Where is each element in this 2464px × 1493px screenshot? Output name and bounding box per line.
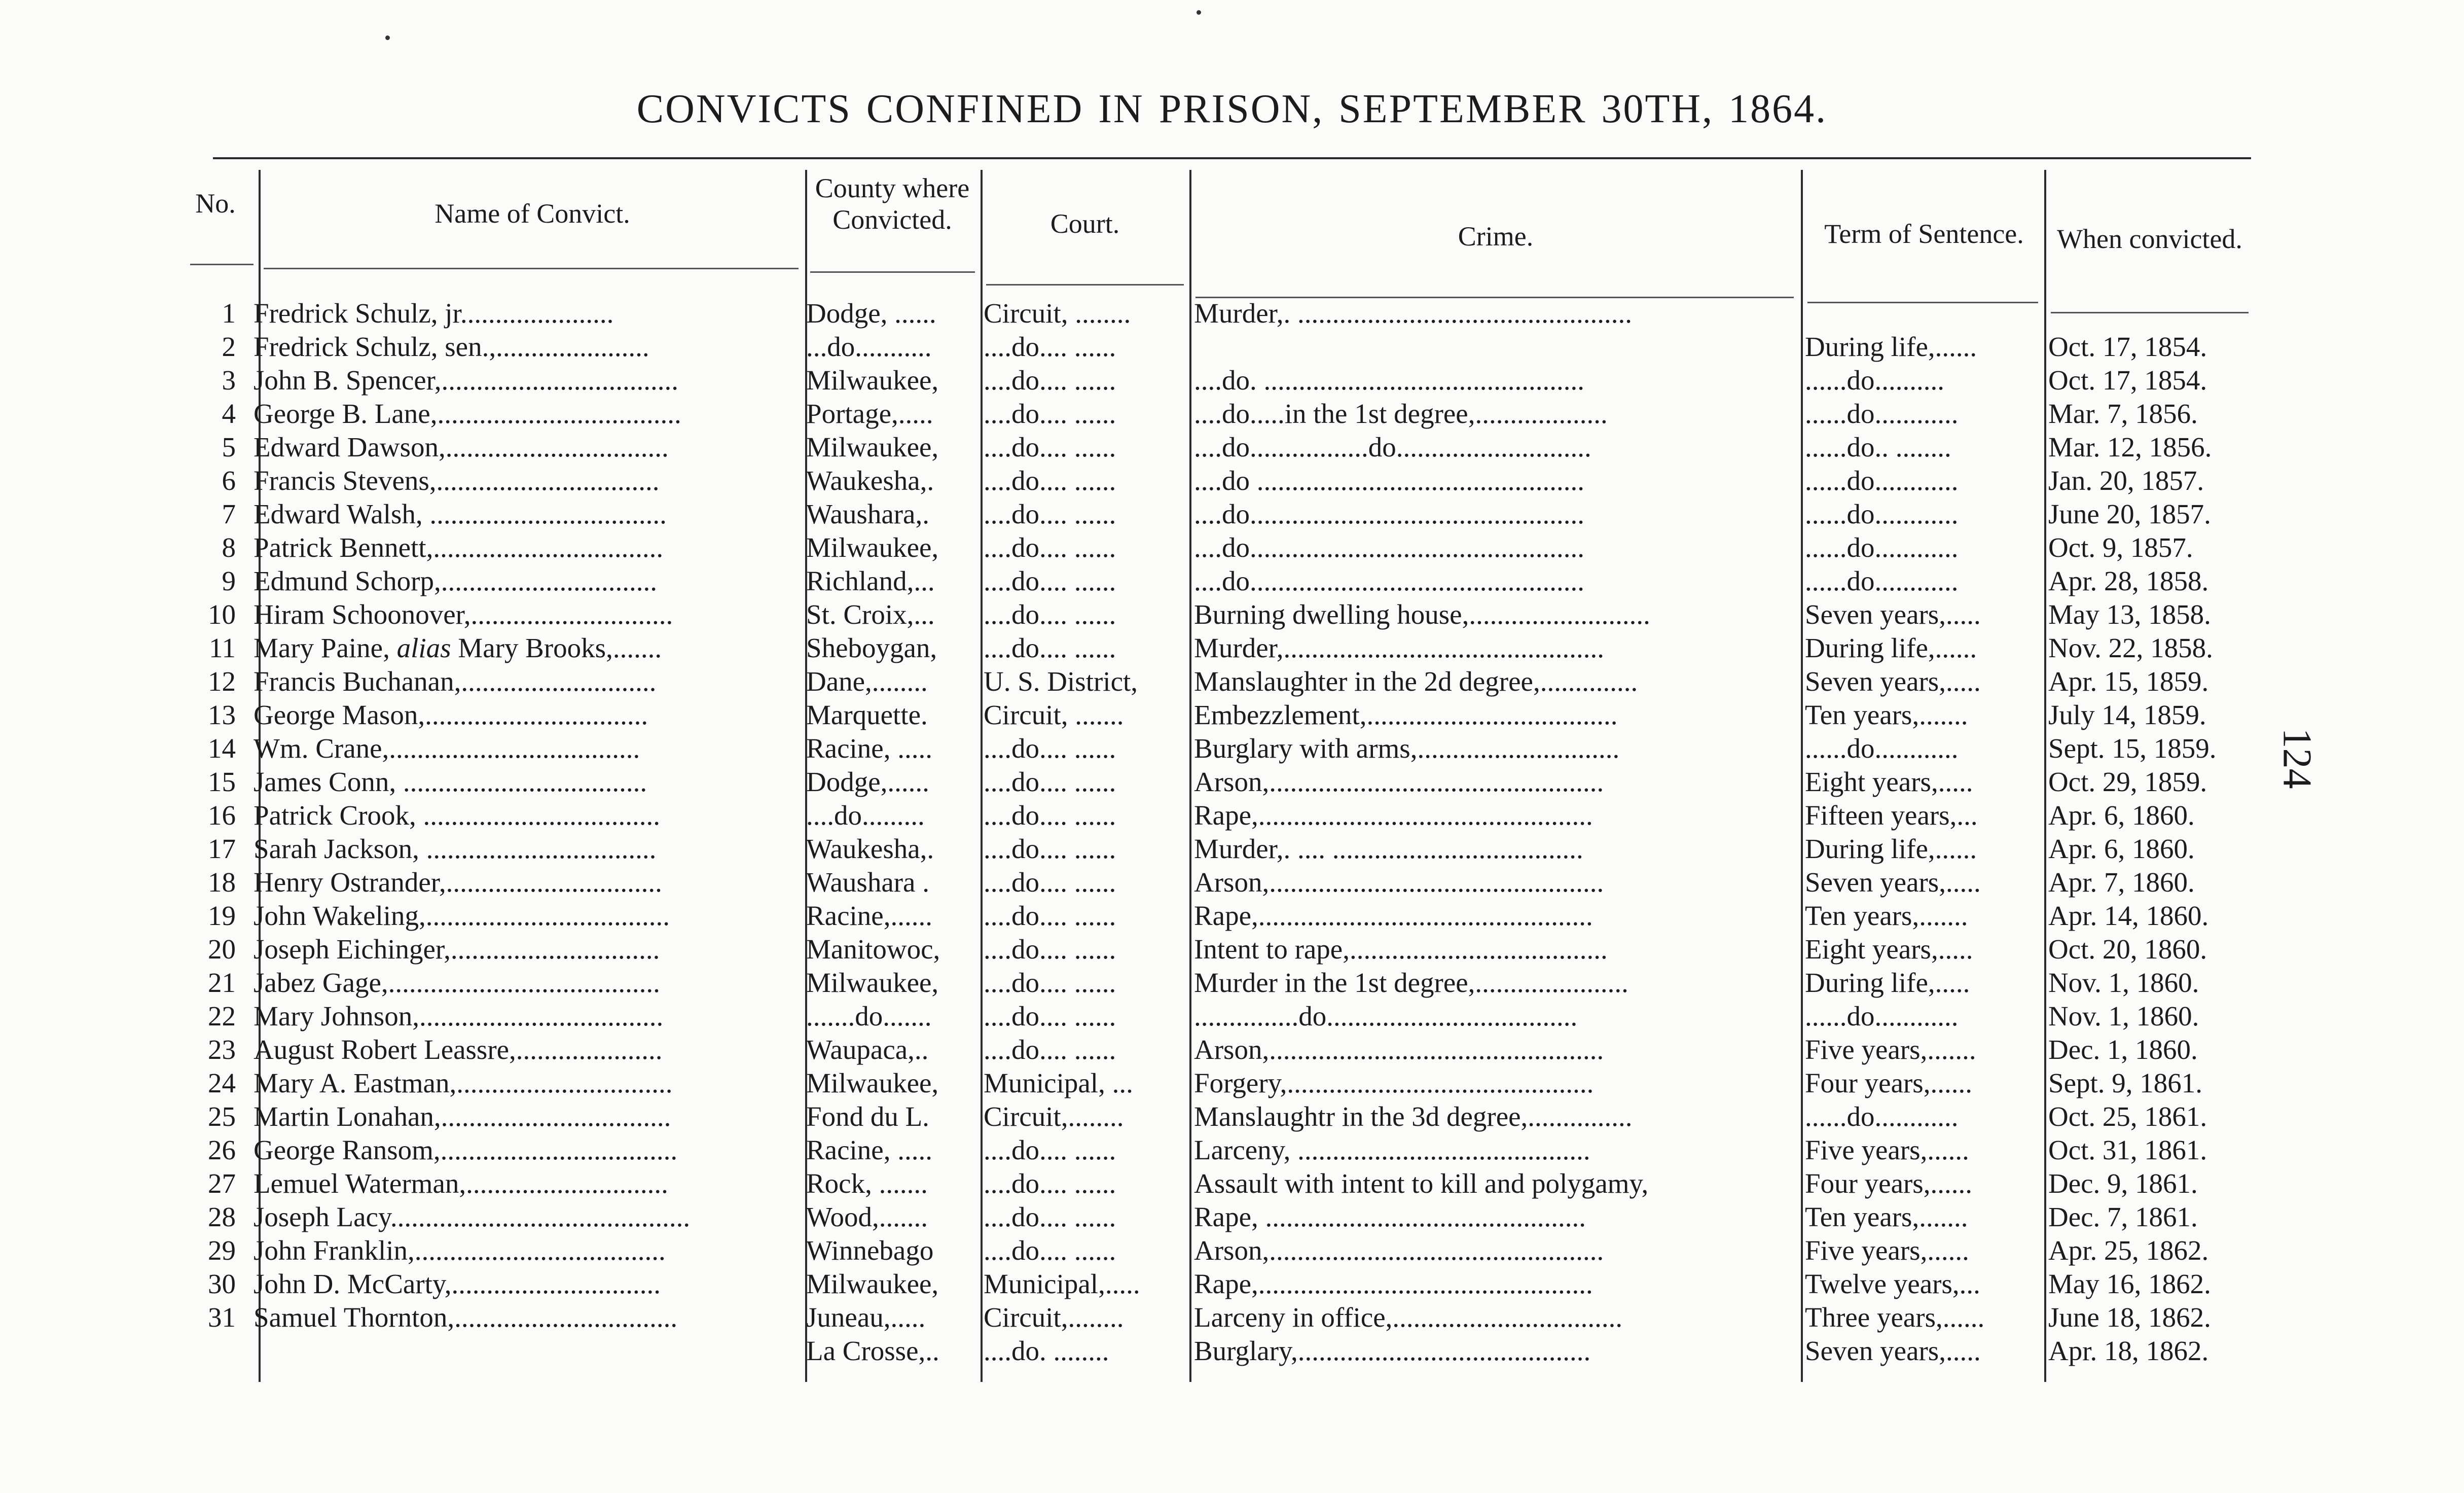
cell-when: Nov. 22, 1858. <box>2048 632 2213 663</box>
cell-term: ......do............ <box>1805 465 1959 496</box>
cell-name: James Conn, ................................... <box>253 766 647 797</box>
cell-term: ......do............ <box>1805 733 1959 764</box>
cell-no: 4 <box>222 398 236 429</box>
table-row <box>0 431 2464 464</box>
table-row <box>0 765 2464 799</box>
cell-no: 22 <box>208 1001 236 1032</box>
cell-when: Apr. 6, 1860. <box>2048 833 2195 864</box>
table-row <box>0 698 2464 732</box>
cell-when: Apr. 14, 1860. <box>2048 900 2209 931</box>
cell-term: Three years,...... <box>1805 1302 1985 1333</box>
cell-no: 9 <box>222 565 236 596</box>
cell-when: Nov. 1, 1860. <box>2048 967 2199 998</box>
cell-court: ....do.... ...... <box>984 867 1116 898</box>
header-underline <box>190 264 253 265</box>
cell-court: ....do.... ...... <box>984 499 1116 529</box>
header-court: Court. <box>1050 208 1120 239</box>
cell-court: Circuit, ........ <box>984 298 1131 329</box>
cell-crime: Murder,. .... .................................... <box>1194 833 1583 864</box>
cell-name: Francis Stevens,................................ <box>253 465 660 496</box>
cell-county: Dodge, ...... <box>806 298 936 329</box>
cell-no: 1 <box>222 298 236 329</box>
cell-term: Ten years,....... <box>1805 900 1968 931</box>
cell-no: 25 <box>208 1101 236 1132</box>
cell-court: ....do.... ...... <box>984 1001 1116 1032</box>
cell-when: Oct. 31, 1861. <box>2048 1134 2207 1165</box>
cell-court: ....do.... ...... <box>984 565 1116 596</box>
cell-county: Waukesha,. <box>806 833 934 864</box>
cell-when: Oct. 17, 1854. <box>2048 331 2207 362</box>
cell-county: Portage,..... <box>806 398 933 429</box>
cell-term: During life,...... <box>1805 632 1977 663</box>
cell-term: ......do............ <box>1805 532 1959 563</box>
cell-crime: Arson,................................................ <box>1194 1034 1604 1065</box>
cell-crime: Intent to rape,..................................... <box>1194 934 1608 965</box>
cell-crime: Embezzlement,.................................... <box>1194 699 1618 730</box>
table-row <box>0 297 2464 330</box>
cell-name: Edward Dawson,................................ <box>253 432 669 463</box>
header-underline <box>264 268 799 269</box>
cell-county: Dodge,...... <box>806 766 929 797</box>
cell-name: Jabez Gage,....................................... <box>253 967 660 998</box>
cell-name: Martin Lonahan,................................. <box>253 1101 671 1132</box>
cell-when: Apr. 15, 1859. <box>2048 666 2209 697</box>
cell-when: June 18, 1862. <box>2048 1302 2211 1333</box>
cell-crime: Burglary,.......................................... <box>1194 1335 1591 1366</box>
cell-when: Oct. 25, 1861. <box>2048 1101 2207 1132</box>
cell-no: 8 <box>222 532 236 563</box>
cell-name: George B. Lane,................................... <box>253 398 681 429</box>
cell-court: ....do.... ...... <box>984 599 1116 630</box>
table-row <box>0 364 2464 397</box>
cell-no: 5 <box>222 432 236 463</box>
page-title: CONVICTS CONFINED IN PRISON, SEPTEMBER 30TH, 1864. <box>636 87 1828 131</box>
cell-term: Seven years,..... <box>1805 599 1981 630</box>
table-row <box>0 464 2464 497</box>
cell-when: July 14, 1859. <box>2048 699 2206 730</box>
cell-name: Edmund Schorp,............................... <box>253 565 657 596</box>
cell-no: 30 <box>208 1268 236 1299</box>
cell-crime: Arson,................................................ <box>1194 1235 1604 1266</box>
cell-term: Ten years,....... <box>1805 1201 1968 1232</box>
cell-no <box>185 1334 236 1368</box>
header-when: When convicted. <box>2057 224 2242 254</box>
cell-county: ...do........... <box>806 331 932 362</box>
cell-court: ....do.... ...... <box>984 1201 1116 1232</box>
cell-county: ....do......... <box>806 800 925 831</box>
header-county: County where Convicted. <box>815 173 970 235</box>
table-row <box>0 866 2464 899</box>
table-row <box>0 665 2464 698</box>
table-row <box>0 1301 2464 1334</box>
cell-crime: ....do................................................ <box>1194 499 1584 529</box>
table-row <box>0 397 2464 431</box>
cell-county: Sheboygan, <box>806 632 937 663</box>
cell-court: ....do.... ...... <box>984 800 1116 831</box>
cell-when: May 16, 1862. <box>2048 1268 2211 1299</box>
header-term: Term of Sentence. <box>1824 219 2024 249</box>
cell-court: ....do.... ...... <box>984 1034 1116 1065</box>
cell-no: 16 <box>208 800 236 831</box>
cell-crime: Rape,................................................ <box>1194 1268 1593 1299</box>
cell-court: Circuit,........ <box>984 1101 1124 1132</box>
cell-name: Samuel Thornton,................................ <box>253 1302 678 1333</box>
cell-no: 7 <box>222 499 236 529</box>
cell-term: ......do.. ........ <box>1805 432 1951 463</box>
header-name: Name of Convict. <box>434 198 630 229</box>
cell-term: Fifteen years,... <box>1805 800 1978 831</box>
cell-crime: Manslaughter in the 2d degree,.............. <box>1194 666 1638 697</box>
cell-term <box>1805 297 2043 330</box>
table-row <box>0 1267 2464 1301</box>
cell-court: ....do.... ...... <box>984 1134 1116 1165</box>
cell-county: Milwaukee, <box>806 532 939 563</box>
cell-county: Milwaukee, <box>806 1268 939 1299</box>
table-row <box>0 531 2464 564</box>
cell-county: Waukesha,. <box>806 465 934 496</box>
cell-court: Circuit, ....... <box>984 699 1124 730</box>
cell-crime: ....do ............................................... <box>1194 465 1584 496</box>
table-row <box>0 799 2464 832</box>
cell-court: ....do.... ...... <box>984 900 1116 931</box>
cell-crime: Forgery,............................................ <box>1194 1068 1594 1098</box>
cell-county: Racine, ..... <box>806 1134 932 1165</box>
cell-name: Francis Buchanan,............................ <box>253 666 657 697</box>
cell-crime <box>1194 330 1797 364</box>
cell-name: Edward Walsh, .................................. <box>253 499 667 529</box>
cell-county: Racine,...... <box>806 900 932 931</box>
cell-when: Nov. 1, 1860. <box>2048 1001 2199 1032</box>
cell-crime: ....do................................................ <box>1194 532 1584 563</box>
cell-court: ....do.... ...... <box>984 1168 1116 1199</box>
cell-name: George Ransom,.................................. <box>253 1134 678 1165</box>
cell-name: John B. Spencer,.................................. <box>253 365 679 396</box>
cell-name: Fredrick Schulz, sen.,...................... <box>253 331 649 362</box>
cell-no: 15 <box>208 766 236 797</box>
table-row <box>0 1234 2464 1267</box>
cell-when: Oct. 17, 1854. <box>2048 365 2207 396</box>
cell-county: Milwaukee, <box>806 365 939 396</box>
cell-term: Four years,...... <box>1805 1068 1972 1098</box>
cell-when: Dec. 9, 1861. <box>2048 1168 2198 1199</box>
cell-county: Manitowoc, <box>806 934 940 965</box>
table-row <box>0 564 2464 598</box>
cell-court: Municipal,..... <box>984 1268 1140 1299</box>
cell-name: Joseph Lacy........................................... <box>253 1201 691 1232</box>
cell-county: La Crosse,.. <box>806 1335 939 1366</box>
cell-court: ....do.... ...... <box>984 465 1116 496</box>
cell-crime: ...............do.................................... <box>1194 1001 1578 1032</box>
cell-name: Patrick Bennett,................................. <box>253 532 664 563</box>
cell-crime: Assault with intent to kill and polygamy, <box>1194 1168 1649 1199</box>
table-row <box>0 933 2464 966</box>
cell-crime: Burglary with arms,............................. <box>1194 733 1620 764</box>
cell-when: Dec. 7, 1861. <box>2048 1201 2198 1232</box>
cell-term: Five years,...... <box>1805 1235 1969 1266</box>
cell-no: 26 <box>208 1134 236 1165</box>
table-row <box>0 1067 2464 1100</box>
table-row <box>0 966 2464 1000</box>
cell-crime: Rape, .............................................. <box>1194 1201 1586 1232</box>
cell-term: ......do............ <box>1805 398 1959 429</box>
cell-court: ....do.... ...... <box>984 766 1116 797</box>
cell-crime: Murder in the 1st degree,...................... <box>1194 967 1628 998</box>
cell-crime: Larceny, .......................................... <box>1194 1134 1590 1165</box>
cell-crime: ....do.....in the 1st degree,................... <box>1194 398 1608 429</box>
header-underline <box>986 284 1184 286</box>
cell-no: 28 <box>208 1201 236 1232</box>
cell-court: ....do.... ...... <box>984 365 1116 396</box>
cell-term: ......do............ <box>1805 1101 1959 1132</box>
cell-county: Winnebago <box>806 1235 934 1266</box>
cell-name: Sarah Jackson, ................................. <box>253 833 657 864</box>
header-crime: Crime. <box>1458 221 1534 252</box>
table-row <box>0 1033 2464 1067</box>
cell-term: ......do............ <box>1805 1001 1959 1032</box>
cell-crime: ....do................................................ <box>1194 565 1584 596</box>
cell-court: ....do.... ...... <box>984 632 1116 663</box>
cell-when: Apr. 6, 1860. <box>2048 800 2195 831</box>
cell-name: Wm. Crane,.................................... <box>253 733 640 764</box>
cell-court: ....do.... ...... <box>984 934 1116 965</box>
cell-name: Mary A. Eastman,............................... <box>253 1068 673 1098</box>
cell-court: ....do.... ...... <box>984 432 1116 463</box>
cell-name: Mary Johnson,................................... <box>253 1001 664 1032</box>
cell-crime: Burning dwelling house,.......................... <box>1194 599 1650 630</box>
cell-crime: Arson,................................................ <box>1194 766 1604 797</box>
title-rule <box>213 157 2251 159</box>
cell-term: ......do.......... <box>1805 365 1944 396</box>
cell-county: Rock, ....... <box>806 1168 928 1199</box>
cell-no: 18 <box>208 867 236 898</box>
cell-court: U. S. District, <box>984 666 1138 697</box>
cell-term: Seven years,..... <box>1805 666 1981 697</box>
cell-no: 23 <box>208 1034 236 1065</box>
cell-term: During life,..... <box>1805 967 1970 998</box>
cell-term: Five years,....... <box>1805 1034 1976 1065</box>
cell-court: ....do. ........ <box>984 1335 1109 1366</box>
cell-when: Oct. 20, 1860. <box>2048 934 2207 965</box>
cell-name: Patrick Crook, .................................. <box>253 800 661 831</box>
cell-crime: ....do.................do............................ <box>1194 432 1591 463</box>
cell-county: Wood,....... <box>806 1201 928 1232</box>
cell-name: John Franklin,.................................... <box>253 1235 666 1266</box>
cell-county: Waupaca,.. <box>806 1034 929 1065</box>
header-underline <box>810 271 975 273</box>
cell-name: Mary Paine, alias Mary Brooks,....... <box>253 632 662 663</box>
cell-when: June 20, 1857. <box>2048 499 2211 529</box>
cell-when: Oct. 29, 1859. <box>2048 766 2207 797</box>
cell-no: 11 <box>209 632 236 663</box>
table-row <box>0 1133 2464 1167</box>
cell-when: Apr. 18, 1862. <box>2048 1335 2209 1366</box>
cell-no: 3 <box>222 365 236 396</box>
cell-term: Seven years,..... <box>1805 1335 1981 1366</box>
cell-when: Apr. 28, 1858. <box>2048 565 2209 596</box>
header-no: No. <box>195 188 236 219</box>
table-row <box>0 1100 2464 1133</box>
ink-speck <box>1197 10 1201 15</box>
cell-term: Eight years,..... <box>1805 766 1973 797</box>
cell-term: Ten years,....... <box>1805 699 1968 730</box>
table-row <box>0 497 2464 531</box>
cell-term: Four years,...... <box>1805 1168 1972 1199</box>
cell-when: Sept. 15, 1859. <box>2048 733 2217 764</box>
cell-county: Waushara . <box>806 867 929 898</box>
cell-county: Milwaukee, <box>806 967 939 998</box>
cell-county: Fond du L. <box>806 1101 929 1132</box>
table-row <box>0 1200 2464 1234</box>
table-row <box>0 330 2464 364</box>
cell-county: Milwaukee, <box>806 1068 939 1098</box>
cell-court: Municipal, ... <box>984 1068 1133 1098</box>
table-row <box>0 732 2464 765</box>
cell-court: ....do.... ...... <box>984 532 1116 563</box>
cell-name: Hiram Schoonover,............................. <box>253 599 673 630</box>
cell-crime: Murder,. ................................................ <box>1194 298 1632 329</box>
cell-no: 29 <box>208 1235 236 1266</box>
cell-no: 12 <box>208 666 236 697</box>
cell-crime: Rape,................................................ <box>1194 900 1593 931</box>
cell-county: Milwaukee, <box>806 432 939 463</box>
table-row <box>0 598 2464 631</box>
cell-no: 27 <box>208 1168 236 1199</box>
cell-crime: ....do. .............................................. <box>1194 365 1584 396</box>
cell-county: Richland,... <box>806 565 935 596</box>
cell-court: ....do.... ...... <box>984 398 1116 429</box>
cell-name: Henry Ostrander,............................... <box>253 867 662 898</box>
cell-term: Eight years,..... <box>1805 934 1973 965</box>
cell-name: Joseph Eichinger,.............................. <box>253 934 660 965</box>
cell-term: Twelve years,... <box>1805 1268 1980 1299</box>
cell-term: ......do............ <box>1805 499 1959 529</box>
cell-crime: Murder,.............................................. <box>1194 632 1604 663</box>
cell-no: 2 <box>222 331 236 362</box>
table-row <box>0 1167 2464 1200</box>
cell-county: Dane,........ <box>806 666 928 697</box>
cell-no: 20 <box>208 934 236 965</box>
cell-name: John D. McCarty,.............................. <box>253 1268 661 1299</box>
cell-county: Waushara,. <box>806 499 929 529</box>
cell-term: During life,...... <box>1805 331 1977 362</box>
cell-county: Racine, ..... <box>806 733 932 764</box>
cell-county: Juneau,..... <box>806 1302 926 1333</box>
cell-court: ....do.... ...... <box>984 833 1116 864</box>
cell-court: ....do.... ...... <box>984 1235 1116 1266</box>
cell-name: John Wakeling,................................... <box>253 900 670 931</box>
cell-name <box>253 1334 801 1368</box>
cell-term: Seven years,..... <box>1805 867 1981 898</box>
ink-speck <box>385 35 390 40</box>
page-number: 124 <box>2274 728 2320 789</box>
cell-crime: Rape,................................................ <box>1194 800 1593 831</box>
cell-when: May 13, 1858. <box>2048 599 2211 630</box>
table-row <box>0 631 2464 665</box>
cell-no: 10 <box>208 599 236 630</box>
cell-when: Oct. 9, 1857. <box>2048 532 2193 563</box>
cell-no: 14 <box>208 733 236 764</box>
cell-term: Five years,...... <box>1805 1134 1969 1165</box>
cell-court: ....do.... ...... <box>984 331 1116 362</box>
cell-term: ......do............ <box>1805 565 1959 596</box>
table-row <box>0 899 2464 933</box>
table-row <box>0 1334 2464 1368</box>
table-row <box>0 832 2464 866</box>
cell-when: Apr. 7, 1860. <box>2048 867 2195 898</box>
cell-county: .......do....... <box>806 1001 932 1032</box>
cell-no: 17 <box>208 833 236 864</box>
cell-county: Marquette. <box>806 699 928 730</box>
cell-crime: Manslaughtr in the 3d degree,............... <box>1194 1101 1633 1132</box>
cell-name: Lemuel Waterman,............................. <box>253 1168 668 1199</box>
cell-county: St. Croix,... <box>806 599 935 630</box>
cell-no: 13 <box>208 699 236 730</box>
cell-name: George Mason,................................ <box>253 699 648 730</box>
cell-no: 19 <box>208 900 236 931</box>
cell-no: 21 <box>208 967 236 998</box>
table-row <box>0 1000 2464 1033</box>
cell-court: Circuit,........ <box>984 1302 1124 1333</box>
cell-term: During life,...... <box>1805 833 1977 864</box>
cell-when: Apr. 25, 1862. <box>2048 1235 2209 1266</box>
cell-when: Sept. 9, 1861. <box>2048 1068 2203 1098</box>
cell-when: Mar. 7, 1856. <box>2048 398 2198 429</box>
cell-when <box>2048 297 2251 330</box>
cell-no: 6 <box>222 465 236 496</box>
cell-when: Mar. 12, 1856. <box>2048 432 2212 463</box>
cell-court: ....do.... ...... <box>984 967 1116 998</box>
cell-crime: Arson,................................................ <box>1194 867 1604 898</box>
cell-name: August Robert Leassre,..................... <box>253 1034 663 1065</box>
cell-crime: Larceny in office,................................. <box>1194 1302 1623 1333</box>
cell-when: Dec. 1, 1860. <box>2048 1034 2198 1065</box>
cell-when: Jan. 20, 1857. <box>2048 465 2204 496</box>
cell-no: 24 <box>208 1068 236 1098</box>
cell-court: ....do.... ...... <box>984 733 1116 764</box>
cell-no: 31 <box>208 1302 236 1333</box>
cell-name: Fredrick Schulz, jr...................... <box>253 298 614 329</box>
